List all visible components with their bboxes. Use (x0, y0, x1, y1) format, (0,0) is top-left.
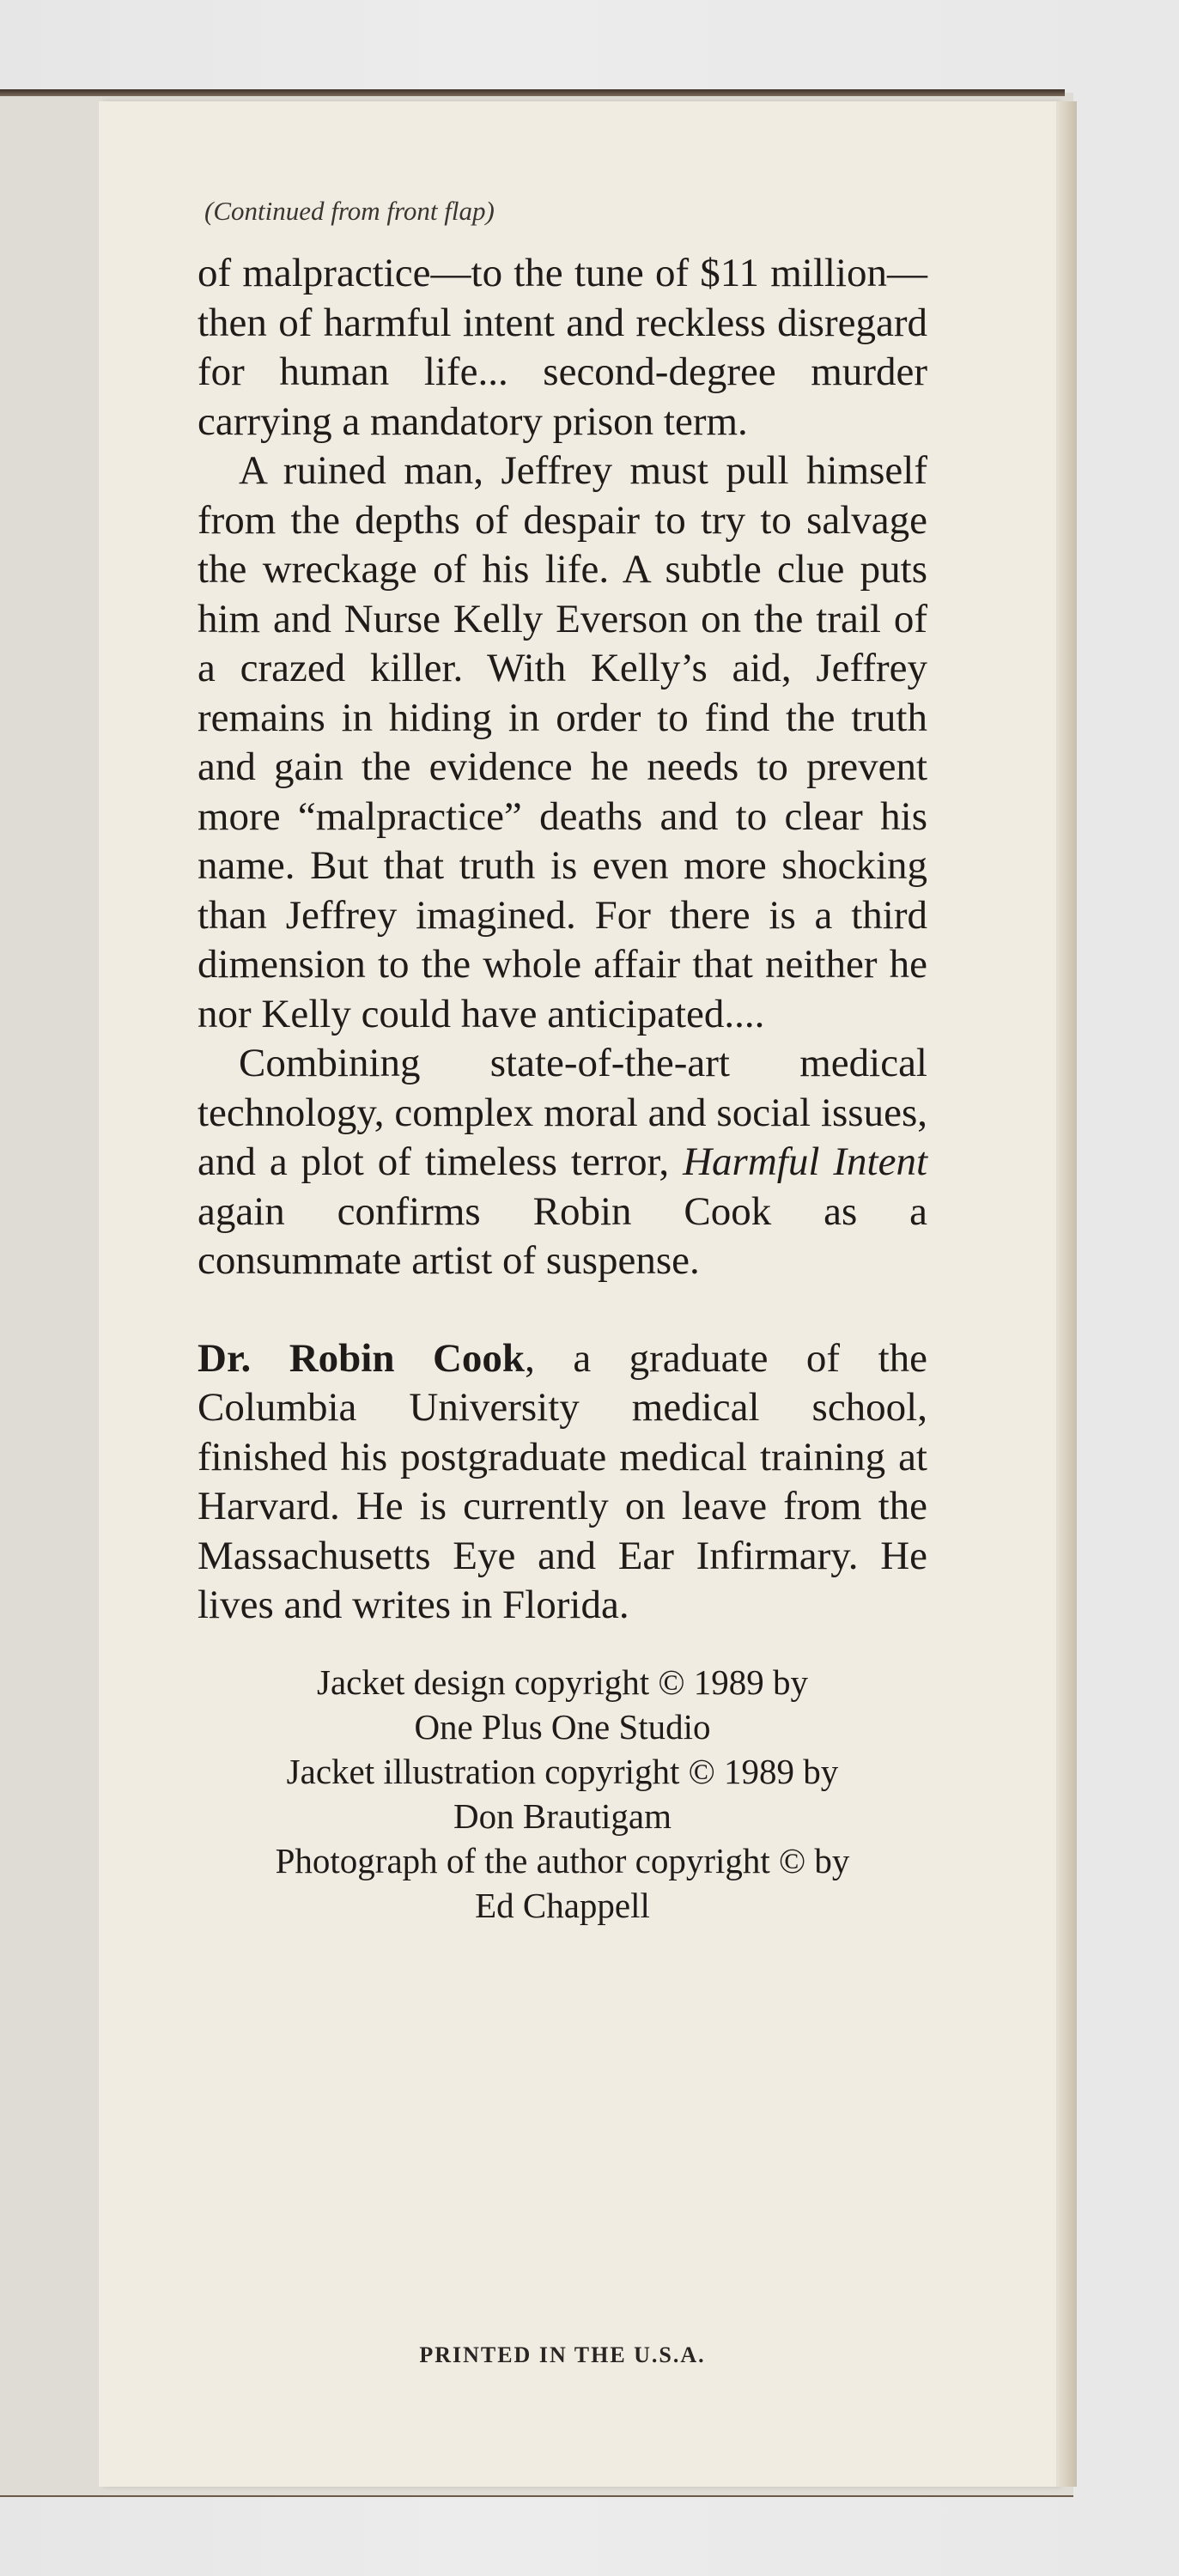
synopsis-p3-lead: Combining state-of-the-art medical technology, complex moral and social issues, and a plot of timeless terror, (198, 1041, 927, 1184)
credit-line: One Plus One Studio (414, 1706, 711, 1747)
author-bio-text: , a graduate of the Columbia University medical school, finished his postgraduate medical training at Harvard. He is currently on leave from the Massachusetts Eye and Ear Infirmary. He lives and writes in Florida. (198, 1335, 927, 1627)
synopsis-paragraph-3 (198, 1039, 927, 1286)
author-name: Dr. Robin Cook (198, 1335, 526, 1381)
synopsis-paragraph-1: of malpractice—to the tune of $11 million—then of harmful intent and reckless disregard for human life... second-degree murder carrying a mandatory prison term. (198, 251, 927, 444)
synopsis-p3-tail: again confirms Robin Cook as a consummate artist of suspense. (198, 1188, 927, 1283)
jacket-credits (198, 1660, 927, 1928)
book-title: Harmful Intent (683, 1139, 928, 1184)
credit-line: Jacket design copyright © 1989 by (316, 1662, 809, 1702)
synopsis-paragraph-2: A ruined man, Jeffrey must pull himself from the depths of despair to try to salvage the wreckage of his life. A subtle clue puts him and Nurse Kelly Everson on the trail of a crazed killer. With Kelly’s aid, Jeffrey remains in hiding in order to find the truth and gain the evidence he needs to prevent more “malpractice” deaths and to clear his name. But that truth is even more shocking than Jeffrey imagined. For there is a third dimension to the whole affair that neither he nor Kelly could have anticipated.... (198, 448, 927, 1036)
flap-fold-edge (1056, 101, 1077, 2487)
author-bio (198, 1334, 927, 1631)
credit-line: Don Brautigam (453, 1795, 672, 1836)
flap-text-block (198, 196, 928, 2367)
credit-line: Jacket illustration copyright © 1989 by (286, 1751, 839, 1791)
continued-note: (Continued from front flap) (204, 196, 495, 226)
board-top-edge (0, 89, 1065, 96)
credit-line: Ed Chappell (475, 1885, 650, 1925)
credit-line: Photograph of the author copyright © by (275, 1840, 850, 1880)
printed-in-usa: PRINTED IN THE U.S.A. (419, 2342, 706, 2367)
